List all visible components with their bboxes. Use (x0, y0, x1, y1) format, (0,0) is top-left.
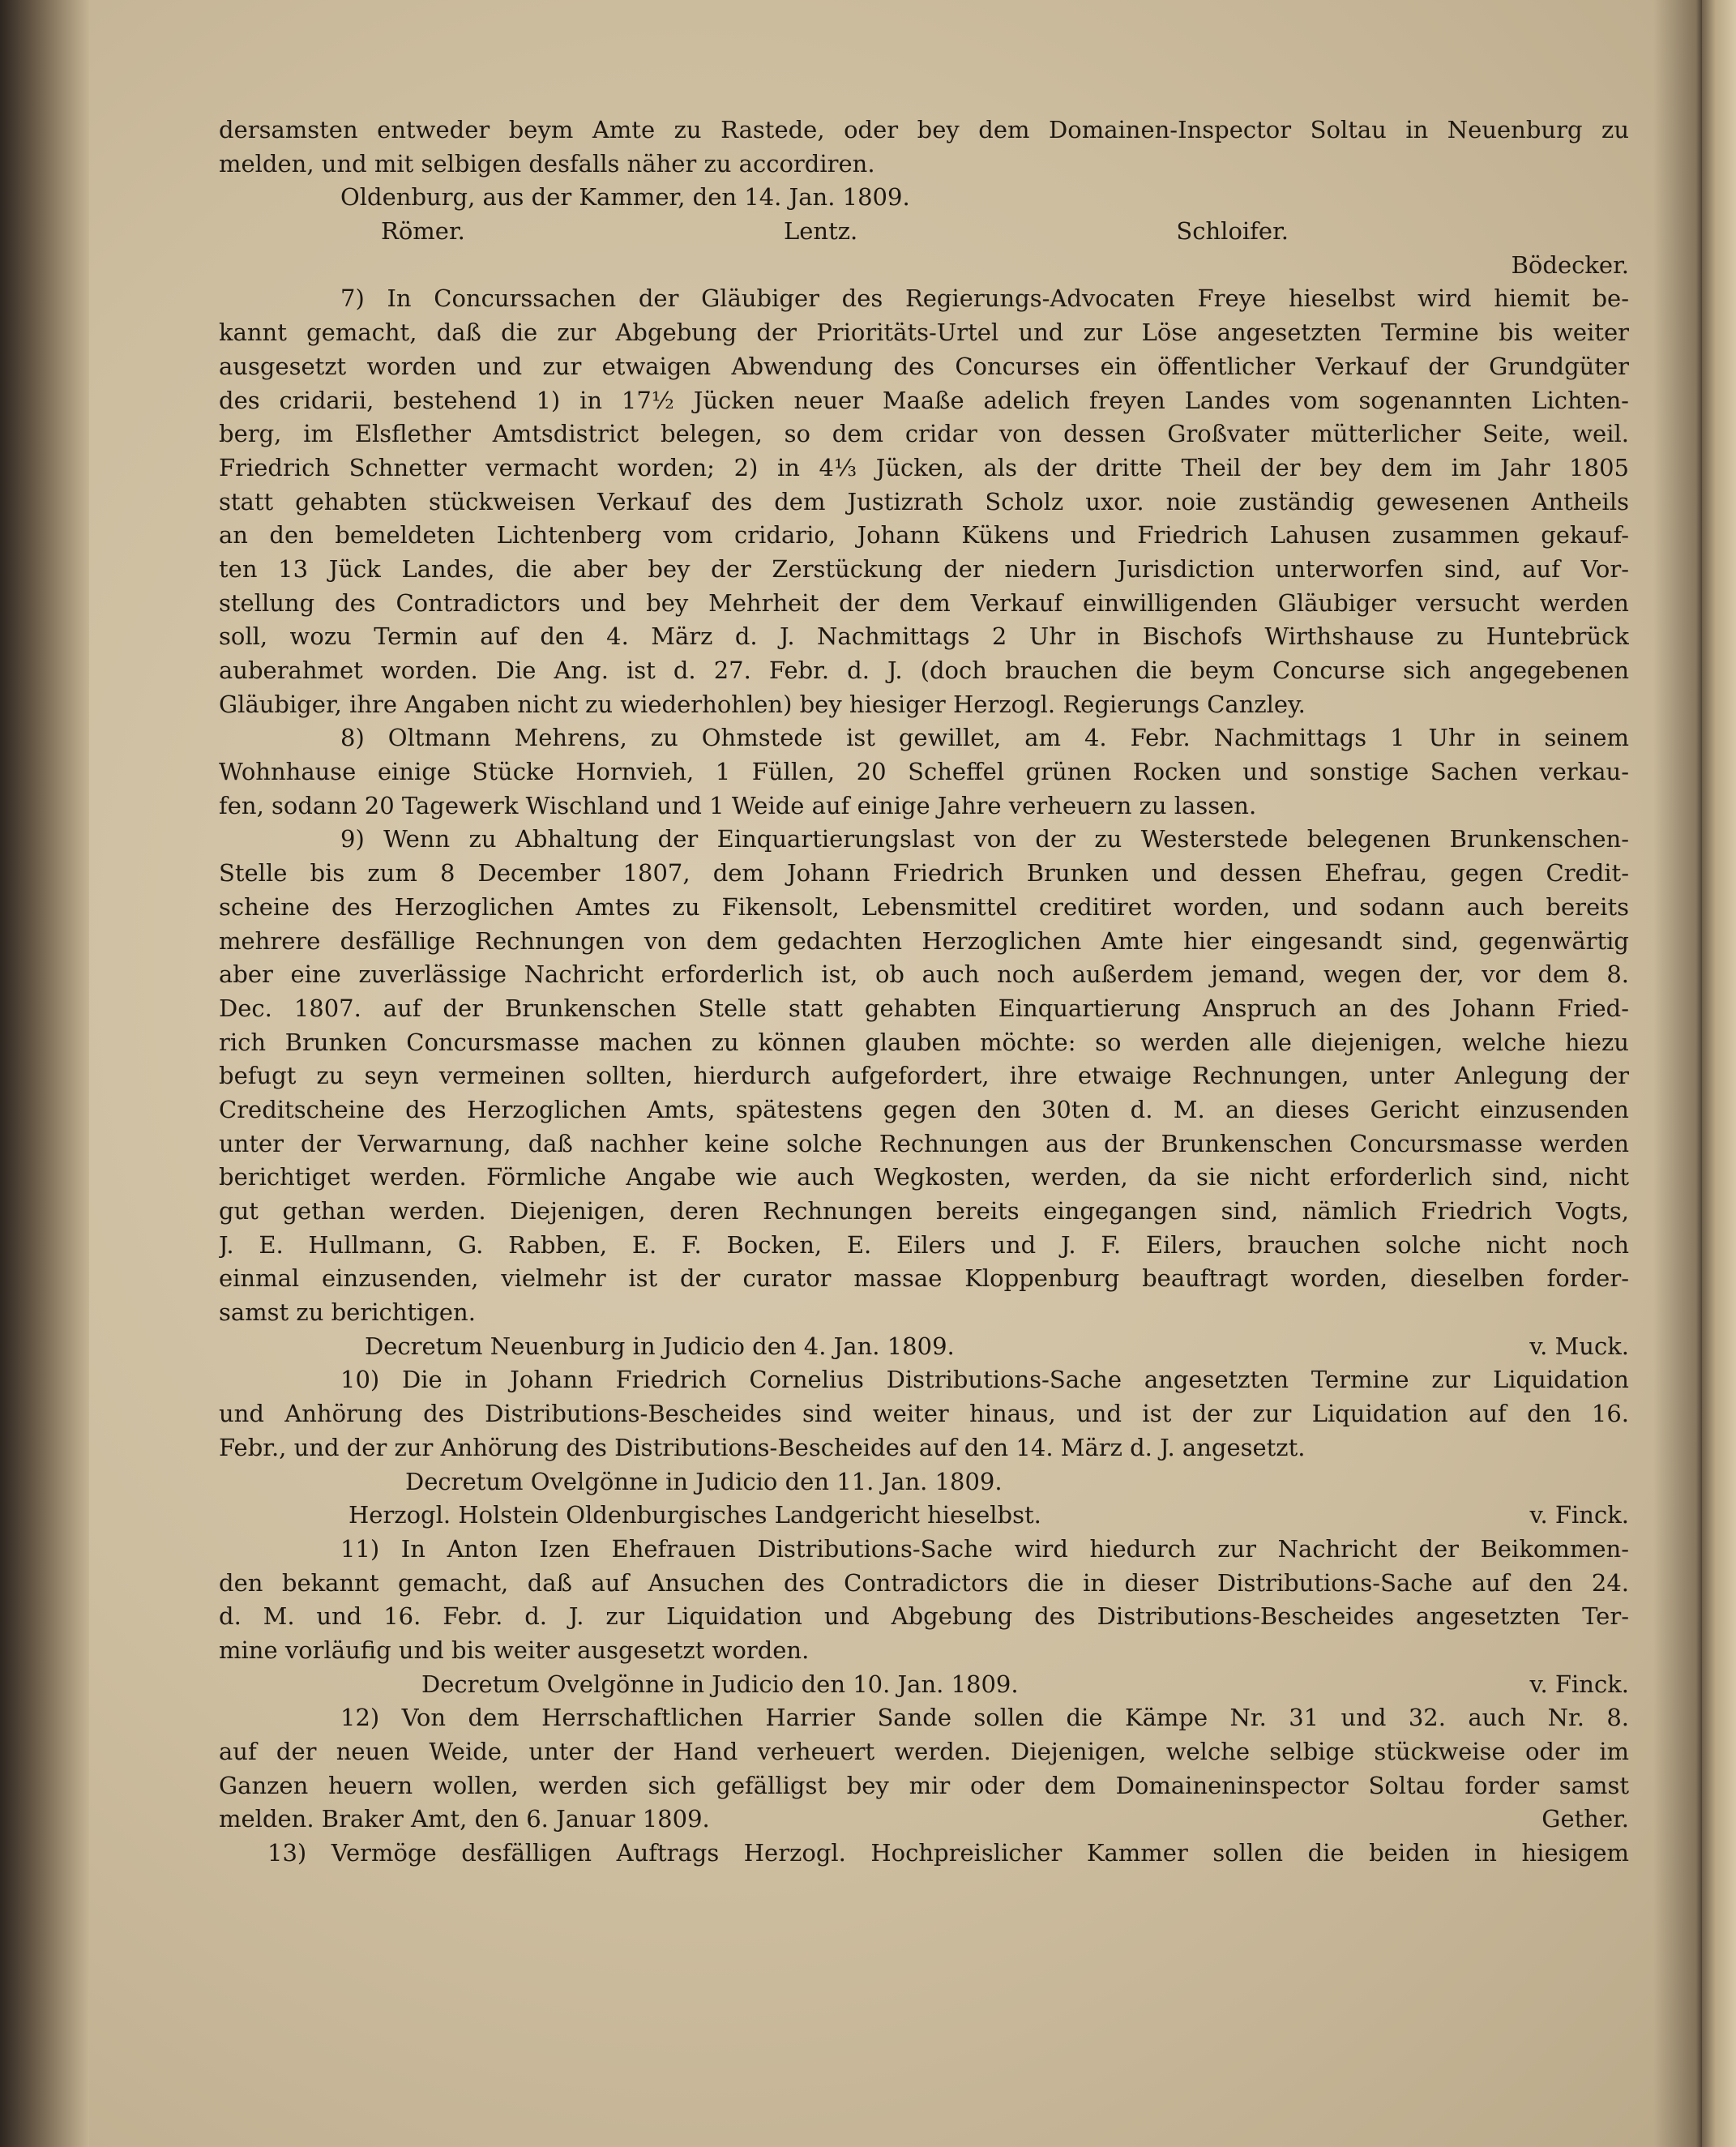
court: Herzogl. Holstein Oldenburgisches Landgericht hieselbst. (348, 1501, 1041, 1529)
notice-9-line: unter der Verwarnung, daß nachher keine solche Rechnungen aus der Brunkenschen Concursmasse werden (219, 1129, 1629, 1157)
notice-7-line: ten 13 Jück Landes, die aber bey der Zerstückung der niedern Jurisdiction unterworfen sind, auf Vor- (219, 554, 1629, 583)
notice-12-line: auf der neuen Weide, unter der Hand verheuert werden. Diejenigen, welche selbige stückweise oder im (219, 1738, 1629, 1765)
text-line: dersamsten entweder beym Amte zu Rastede, oder bey dem Domainen-Inspector Soltau in Neuenburg zu (219, 116, 1629, 143)
notice-9-line: aber eine zuverlässige Nachricht erforderlich ist, ob auch noch außerdem jemand, wegen der, vor dem 8. (219, 960, 1629, 989)
notice-10-line: Febr., und der zur Anhörung des Distributions-Bescheides auf den 14. März d. J. angesetzt. (219, 1433, 1306, 1461)
notice-9-line: samst zu berichtigen. (219, 1298, 476, 1327)
notice-7-line: des cridarii, bestehend 1) in 17½ Jücken neuer Maaße adelich freyen Landes vom sogenannten Lichten- (219, 386, 1629, 414)
notice-9-line: berichtiget werden. Förmliche Angabe wie auch Wegkosten, werden, da sie nicht erforderlich sind, nicht (219, 1163, 1629, 1191)
notice-9-line: gut gethan werden. Diejenigen, deren Rechnungen bereits eingegangen sind, nämlich Friedrich Vogts, (219, 1197, 1629, 1225)
notice-7-line: an den bemeldeten Lichtenberg vom cridario, Johann Kükens und Friedrich Lahusen zusammen gekauf- (219, 521, 1629, 550)
signer-last: Bödecker. (1511, 250, 1629, 279)
notice-7-line: soll, wozu Termin auf den 4. März d. J. Nachmittags 2 Uhr in Bischofs Wirthshause zu Huntebrück (219, 622, 1629, 651)
notice-9-line: Dec. 1807. auf der Brunkenschen Stelle statt gehabten Einquartierung Anspruch an des Johann Fried- (219, 994, 1629, 1022)
notice-9-line: rich Brunken Concursmasse machen zu können glauben möchte: so werden alle diejenigen, welche hiezu (219, 1028, 1629, 1056)
signer: v. Finck. (1529, 1670, 1629, 1698)
notice-12-line: 12) Von dem Herrschaftlichen Harrier Sande sollen die Kämpe Nr. 31 und 32. auch Nr. 8. (340, 1704, 1629, 1732)
signer: Römer. (381, 217, 465, 246)
notice-9-line: J. E. Hullmann, G. Rabben, E. F. Bocken, E. Eilers und J. F. Eilers, brauchen solche nicht noch (219, 1230, 1629, 1259)
decree: Decretum Neuenburg in Judicio den 4. Jan. 1809. (365, 1332, 955, 1360)
notice-9-decree-row (219, 1330, 1629, 1364)
notice-8-line: 8) Oltmann Mehrens, zu Ohmstede ist gewillet, am 4. Febr. Nachmittags 1 Uhr in seinem (340, 724, 1629, 752)
notice-8-line: fen, sodann 20 Tagewerk Wischland und 1 Weide auf einige Jahre verheuern zu lassen. (219, 791, 1257, 819)
notice-7-line: Gläubiger, ihre Angaben nicht zu wiederhohlen) bey hiesiger Herzogl. Regierungs Canzley. (219, 690, 1306, 718)
notice-7-line: 7) In Concurssachen der Gläubiger des Regierungs-Advocaten Freye hieselbst wird hiemit be- (340, 284, 1629, 313)
notice-11-line: den bekannt gemacht, daß auf Ansuchen des Contradictors die in dieser Distributions-Sache auf den 24. (219, 1568, 1629, 1597)
notice-12-place-row (219, 1803, 1629, 1837)
notice-8-line: Wohnhause einige Stücke Hornvieh, 1 Füllen, 20 Scheffel grünen Rocken und sonstige Sachen verkau- (219, 758, 1629, 786)
signer: v. Finck. (1529, 1501, 1629, 1529)
decree: Decretum Ovelgönne in Judicio den 11. Jan. 1809. (405, 1467, 1003, 1495)
place-date: melden. Braker Amt, den 6. Januar 1809. (219, 1805, 710, 1833)
notice-10-court-row (219, 1499, 1629, 1533)
notice-9-line: befugt zu seyn vermeinen sollten, hierdurch aufgefordert, ihre etwaige Rechnungen, unter Anlegung der (219, 1062, 1629, 1090)
signer-row (219, 215, 1629, 249)
notice-13-line: 13) Vermöge desfälligen Auftrags Herzogl. Hochpreislicher Kammer sollen die beiden in hiesigem (267, 1839, 1629, 1867)
notice-7-line: auberahmet worden. Die Ang. ist d. 27. Febr. d. J. (doch brauchen die beym Concurse sich angegebenen (219, 657, 1629, 684)
notice-9-line: mehrere desfällige Rechnungen von dem gedachten Herzoglichen Amte hier eingesandt sind, gegenwärtig (219, 926, 1629, 955)
notice-7-line: Friedrich Schnetter vermacht worden; 2) in 4⅓ Jücken, als der dritte Theil der bey dem im Jahr 1805 (219, 453, 1629, 481)
document-body (219, 113, 1629, 1871)
notice-10-line: und Anhörung des Distributions-Bescheides sind weiter hinaus, und ist der zur Liquidation auf den 16. (219, 1400, 1629, 1428)
notice-10-line: 10) Die in Johann Friedrich Cornelius Distributions-Sache angesetzten Termine zur Liquidation (340, 1366, 1629, 1394)
notice-9-line: 9) Wenn zu Abhaltung der Einquartierungslast von der zu Westerstede belegenen Brunkenschen- (340, 825, 1629, 853)
notice-7-line: ausgesetzt worden und zur etwaigen Abwendung des Concurses ein öffentlicher Verkauf der Grundgüter (219, 352, 1629, 380)
notice-12-line: Ganzen heuern wollen, werden sich gefälligst bey mir oder dem Domaineninspector Soltau forder samst (219, 1771, 1629, 1799)
notice-9-line: Stelle bis zum 8 December 1807, dem Johann Friedrich Brunken und dessen Ehefrau, gegen Credit- (219, 859, 1629, 887)
notice-11-line: mine vorläufig und bis weiter ausgesetzt worden. (219, 1636, 810, 1664)
notice-9-line: scheine des Herzoglichen Amtes zu Fikensolt, Lebensmittel creditiret worden, und sodann auch bereits (219, 892, 1629, 921)
signer: Gether. (1541, 1805, 1629, 1833)
signer: Schloifer. (1176, 217, 1289, 246)
notice-7-line: statt gehabten stückweisen Verkauf des dem Justizrath Scholz uxor. noie zuständig gewesenen Antheils (219, 487, 1629, 515)
spine-shadow (1653, 0, 1704, 2147)
notice-7-line: stellung des Contradictors und bey Mehrheit der dem Verkauf einwilligenden Gläubiger versucht werden (219, 588, 1629, 617)
text-line: melden, und mit selbigen desfalls näher zu accordiren. (219, 149, 875, 177)
notice-7-line: kannt gemacht, daß die zur Abgebung der Prioritäts-Urtel und zur Löse angesetzten Termine bis weiter (219, 319, 1629, 347)
sign-place: Oldenburg, aus der Kammer, den 14. Jan. 1809. (340, 183, 910, 212)
notice-11-line: 11) In Anton Izen Ehefrauen Distributions-Sache wird hiedurch zur Nachricht der Beikommen- (340, 1534, 1629, 1563)
notice-9-line: einmal einzusenden, vielmehr ist der curator massae Kloppenburg beauftragt worden, dieselben forder- (219, 1264, 1629, 1293)
signer: Lentz. (784, 217, 858, 246)
decree: Decretum Ovelgönne in Judicio den 10. Jan. 1809. (421, 1670, 1019, 1698)
notice-11-decree-row (219, 1668, 1629, 1702)
notice-9-line: Creditscheine des Herzoglichen Amts, spätestens gegen den 30ten d. M. an dieses Gericht einzusenden (219, 1095, 1629, 1123)
notice-7-line: berg, im Elsflether Amtsdistrict belegen, so dem cridar von dessen Großvater mütterlicher Seite, weil. (219, 420, 1629, 448)
right-page-edge (1702, 0, 1736, 2147)
left-page-edge (0, 0, 89, 2147)
signer: v. Muck. (1529, 1332, 1629, 1360)
notice-11-line: d. M. und 16. Febr. d. J. zur Liquidation und Abgebung des Distributions-Bescheides angesetzten Ter- (219, 1602, 1629, 1631)
